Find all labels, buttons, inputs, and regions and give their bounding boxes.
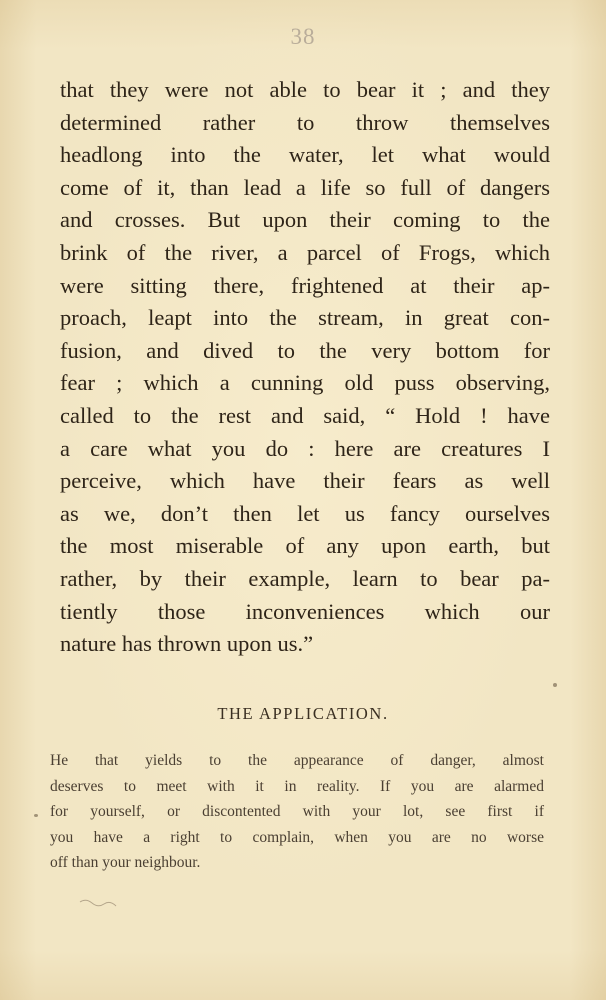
body-line: proach, leapt into the stream, in great con-: [60, 305, 550, 331]
body-line: headlong into the water, let what would: [60, 142, 550, 168]
application-line: you have a right to complain, when you are no worse: [50, 828, 544, 846]
body-line: that they were not able to bear it ; and they: [60, 77, 550, 102]
body-line: brink of the river, a parcel of Frogs, which: [60, 239, 550, 265]
application-line: He that yields to the appearance of danger, almost: [50, 752, 544, 769]
application-text: [50, 748, 544, 876]
application-line: off than your neighbour.: [50, 854, 201, 872]
body-line: nature has thrown upon us.”: [60, 631, 314, 657]
body-line: and crosses. But upon their coming to the: [60, 207, 550, 233]
body-line: called to the rest and said, “ Hold ! have: [60, 402, 550, 428]
application-line: for yourself, or discontented with your lot, see first if: [50, 803, 544, 821]
page-number: 38: [290, 24, 316, 49]
body-line: determined rather to throw themselves: [60, 109, 550, 135]
body-line: fear ; which a cunning old puss observing,: [60, 370, 550, 396]
body-line: come of it, than lead a life so full of dangers: [60, 174, 550, 200]
body-line: as we, don’t then let us fancy ourselves: [60, 500, 550, 526]
ink-speck: [553, 683, 557, 687]
ink-speck: [34, 814, 38, 817]
body-line: perceive, which have their fears as well: [60, 468, 550, 494]
body-line: rather, by their example, learn to bear pa-: [60, 565, 550, 591]
body-line: a care what you do : here are creatures I: [60, 435, 550, 461]
body-line: the most miserable of any upon earth, but: [60, 533, 550, 559]
body-line: tiently those inconveniences which our: [60, 598, 550, 624]
fable-body: [60, 74, 550, 661]
body-line: fusion, and dived to the very bottom for: [60, 337, 550, 363]
section-heading: THE APPLICATION.: [217, 704, 389, 723]
body-line: were sitting there, frightened at their ap-: [60, 272, 550, 298]
application-line: deserves to meet with it in reality. If you are alarmed: [50, 777, 544, 795]
ink-mark: [78, 896, 118, 910]
